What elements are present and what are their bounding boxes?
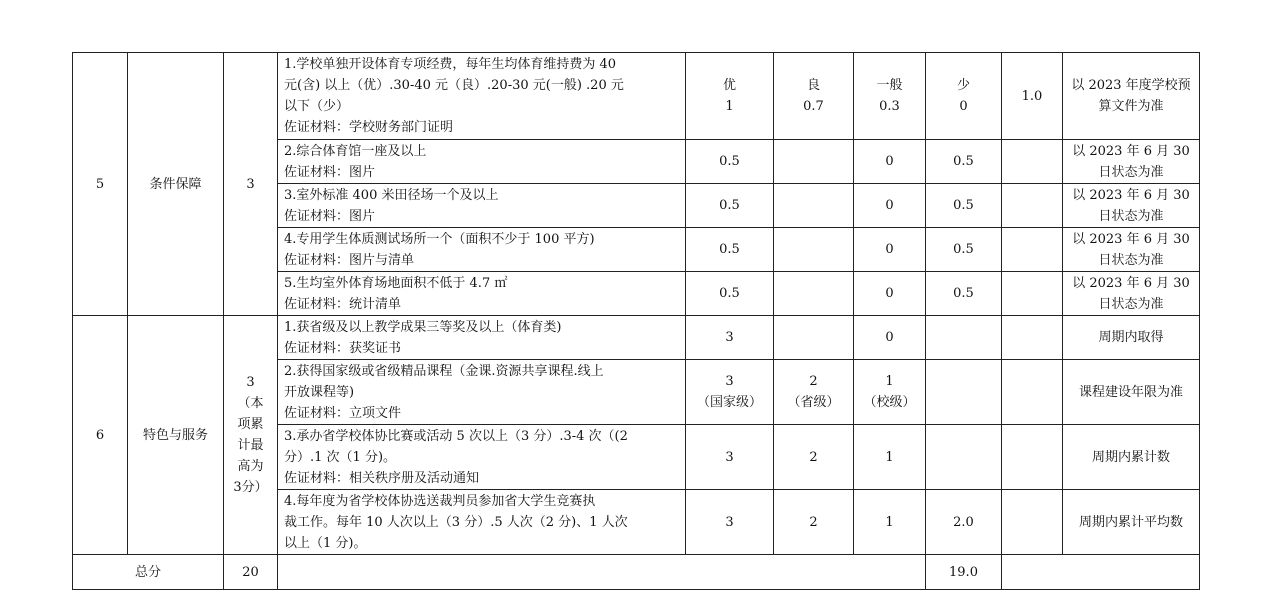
criteria-item: [278, 490, 686, 555]
criteria-line: 佐证材料：立项文件: [284, 405, 402, 421]
score-value: [1002, 272, 1063, 316]
grade-good: 2 （省级）: [774, 360, 854, 425]
score-value: [1002, 490, 1063, 555]
criteria-line: 2.综合体育馆一座及以上: [284, 143, 427, 159]
criteria-line: 3.承办省学校体协比赛或活动 5 次以上（3 分）.3-4 次（(2: [284, 428, 628, 444]
total-points: 20: [224, 555, 278, 590]
score-value: [1002, 228, 1063, 272]
criteria-line: 开放课程等): [284, 384, 355, 400]
criteria-line: 佐证材料：学校财务部门证明: [284, 120, 454, 135]
remark-note: 以 2023 年 6 月 30 日状态为准: [1063, 272, 1200, 316]
grade-excellent: 0.5: [686, 272, 774, 316]
criteria-line: 4.每年度为省学校体协选送裁判员参加省大学生竞赛执: [284, 493, 596, 509]
grade-good: 良 0.7: [774, 53, 854, 140]
criteria-item: [278, 360, 686, 425]
grade-good: 2: [774, 425, 854, 490]
criteria-item: [278, 184, 686, 228]
category-points: 3 （本 项累 计最 高为 3分）: [224, 316, 278, 555]
scoring-table: [72, 52, 1200, 590]
category-name: 特色与服务: [128, 316, 224, 555]
grade-poor: 0.5: [926, 184, 1002, 228]
grade-poor: 0.5: [926, 140, 1002, 184]
criteria-item: [278, 228, 686, 272]
grade-average: 0: [854, 228, 926, 272]
criteria-line: 佐证材料：相关秩序册及活动通知: [284, 470, 480, 486]
criteria-line: 3.室外标准 400 米田径场一个及以上: [284, 187, 499, 203]
criteria-line: 1.学校单独开设体育专项经费，每年生均体育维持费为 40: [284, 57, 617, 72]
grade-excellent: 0.5: [686, 228, 774, 272]
criteria-line: 佐证材料：图片与清单: [284, 252, 415, 268]
total-score: 19.0: [926, 555, 1002, 590]
criteria-line: 5.生均室外体育场地面积不低于 4.7 ㎡: [284, 275, 508, 291]
criteria-item: [278, 425, 686, 490]
criteria-line: 佐证材料：图片: [284, 208, 376, 224]
grade-poor: 少 0: [926, 53, 1002, 140]
grade-excellent: 0.5: [686, 184, 774, 228]
grade-average: 0: [854, 272, 926, 316]
total-blank-end: [1002, 555, 1200, 590]
grade-poor: [926, 360, 1002, 425]
remark-note: 课程建设年限为准: [1063, 360, 1200, 425]
criteria-line: 佐证材料：获奖证书: [284, 340, 402, 356]
criteria-item: [278, 316, 686, 360]
grade-good: [774, 140, 854, 184]
grade-average: 1: [854, 490, 926, 555]
table-row: [73, 53, 1200, 140]
grade-average: 0: [854, 184, 926, 228]
grade-average: 1 （校级）: [854, 360, 926, 425]
criteria-line: 元(含) 以上（优）.30-40 元（良）.20-30 元(一般) .20 元: [284, 78, 624, 93]
total-row: [73, 555, 1200, 590]
grade-excellent: 3: [686, 425, 774, 490]
total-blank: [278, 555, 926, 590]
remark-note: 周期内累计数: [1063, 425, 1200, 490]
score-value: 1.0: [1002, 53, 1063, 140]
criteria-item: [278, 53, 686, 140]
remark-note: 以 2023 年 6 月 30 日状态为准: [1063, 140, 1200, 184]
grade-average: 一般 0.3: [854, 53, 926, 140]
criteria-item: [278, 272, 686, 316]
remark-note: 周期内累计平均数: [1063, 490, 1200, 555]
grade-average: 1: [854, 425, 926, 490]
grade-poor: 0.5: [926, 272, 1002, 316]
criteria-line: 1.获省级及以上教学成果三等奖及以上（体育类): [284, 319, 562, 335]
criteria-line: 以上（1 分)。: [284, 535, 367, 551]
grade-good: [774, 272, 854, 316]
score-value: [1002, 316, 1063, 360]
score-value: [1002, 360, 1063, 425]
criteria-line: 2.获得国家级或省级精品课程（金课.资源共享课程.线上: [284, 363, 604, 379]
grade-poor: [926, 316, 1002, 360]
grade-poor: 0.5: [926, 228, 1002, 272]
criteria-line: 分）.1 次（1 分)。: [284, 449, 397, 465]
grade-good: [774, 228, 854, 272]
score-value: [1002, 140, 1063, 184]
grade-excellent: 3: [686, 490, 774, 555]
table-row: [73, 316, 1200, 360]
total-label: 总分: [73, 555, 224, 590]
grade-good: [774, 184, 854, 228]
remark-note: 周期内取得: [1063, 316, 1200, 360]
grade-good: 2: [774, 490, 854, 555]
row-number: 6: [73, 316, 128, 555]
grade-average: 0: [854, 140, 926, 184]
grade-poor: [926, 425, 1002, 490]
row-number: 5: [73, 53, 128, 316]
category-name: 条件保障: [128, 53, 224, 316]
criteria-line: 4.专用学生体质测试场所一个（面积不少于 100 平方): [284, 231, 595, 247]
category-points: 3: [224, 53, 278, 316]
criteria-line: 佐证材料：统计清单: [284, 296, 402, 312]
criteria-item: [278, 140, 686, 184]
grade-poor: 2.0: [926, 490, 1002, 555]
grade-average: 0: [854, 316, 926, 360]
criteria-line: 以下（少）: [284, 99, 350, 114]
grade-excellent: 0.5: [686, 140, 774, 184]
grade-excellent: 3 （国家级）: [686, 360, 774, 425]
remark-note: 以 2023 年 6 月 30 日状态为准: [1063, 228, 1200, 272]
remark-note: 以 2023 年度学校预算文件为准: [1063, 53, 1200, 140]
criteria-line: 佐证材料：图片: [284, 164, 376, 180]
remark-note: 以 2023 年 6 月 30 日状态为准: [1063, 184, 1200, 228]
score-value: [1002, 425, 1063, 490]
grade-excellent: 优 1: [686, 53, 774, 140]
score-value: [1002, 184, 1063, 228]
grade-excellent: 3: [686, 316, 774, 360]
grade-good: [774, 316, 854, 360]
criteria-line: 裁工作。每年 10 人次以上（3 分）.5 人次（2 分)、1 人次: [284, 514, 628, 530]
